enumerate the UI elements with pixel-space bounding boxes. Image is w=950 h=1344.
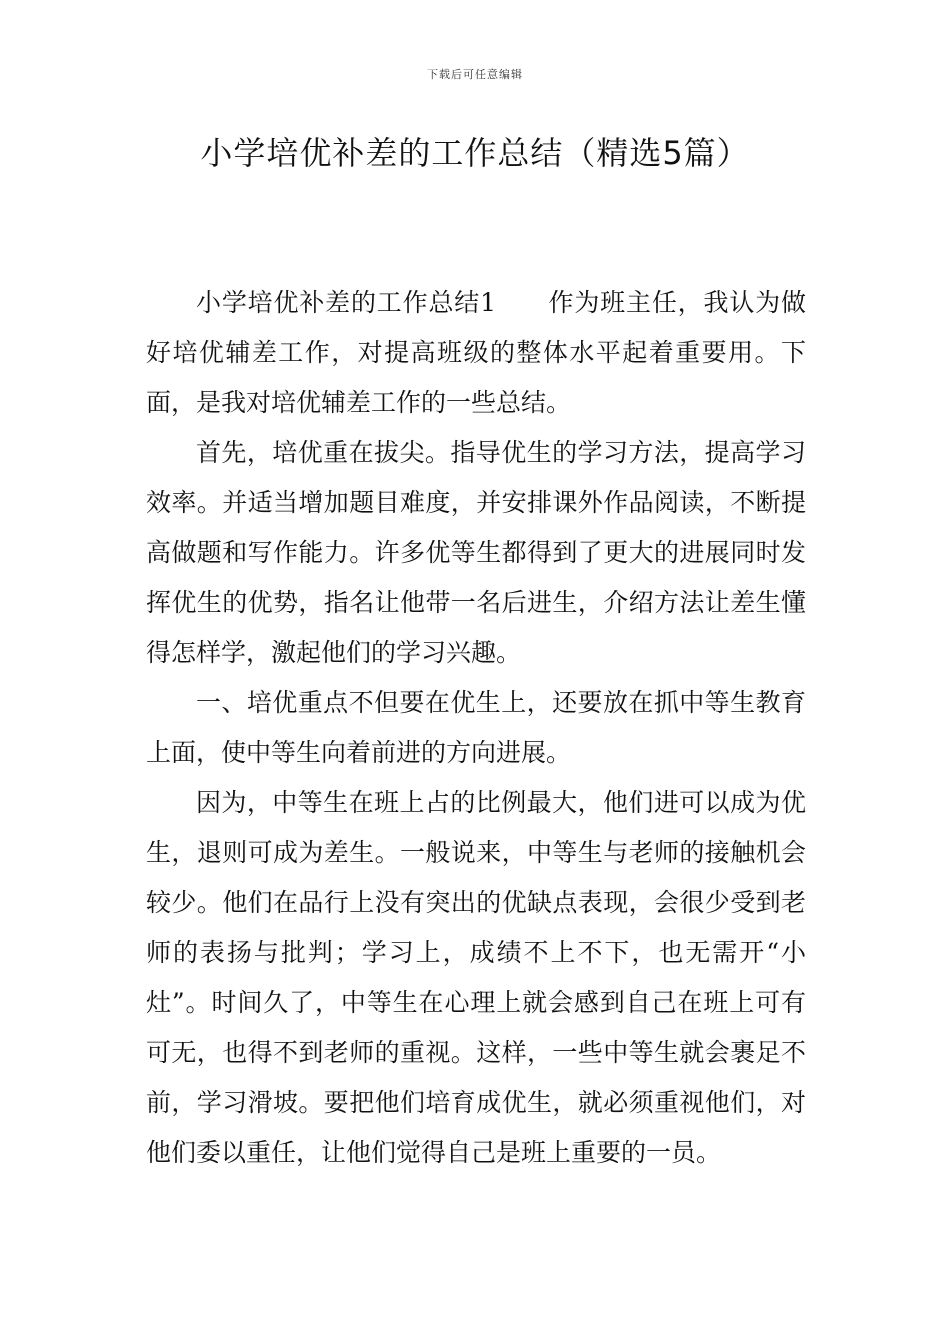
- paragraph-4: 因为，中等生在班上占的比例最大，他们进可以成为优生，退则可成为差生。一般说来，中等生与老师的接触机会较少。他们在品行上没有突出的优缺点表现，会很少受到老师的表扬与批判；学习上，成绩不上不下，也无需开“小灶”。时间久了，中等生在心理上就会感到自己在班上可有可无，也得不到老师的重视。这样，一些中等生就会裹足不前，学习滑坡。要把他们培育成优生，就必须重视他们，对他们委以重任，让他们觉得自己是班上重要的一员。: [146, 788, 806, 1167]
- paragraph-3: 一、培优重点不但要在优生上，还要放在抓中等生教育上面，使中等生向着前进的方向进展。: [146, 688, 806, 767]
- header-note: 下载后可任意编辑: [427, 68, 523, 81]
- paragraph-1: 小学培优补差的工作总结1 作为班主任，我认为做好培优辅差工作，对提高班级的整体水平起着重要用。下面，是我对培优辅差工作的一些总结。: [146, 288, 806, 417]
- document-title: 小学培优补差的工作总结（精选5篇）: [200, 134, 750, 172]
- paragraph-2: 首先，培优重在拔尖。指导优生的学习方法，提高学习效率。并适当增加题目难度，并安排课外作品阅读，不断提高做题和写作能力。许多优等生都得到了更大的进展同时发挥优生的优势，指名让他带一名后进生，介绍方法让差生懂得怎样学，激起他们的学习兴趣。: [146, 438, 806, 667]
- document-body: [146, 278, 806, 1178]
